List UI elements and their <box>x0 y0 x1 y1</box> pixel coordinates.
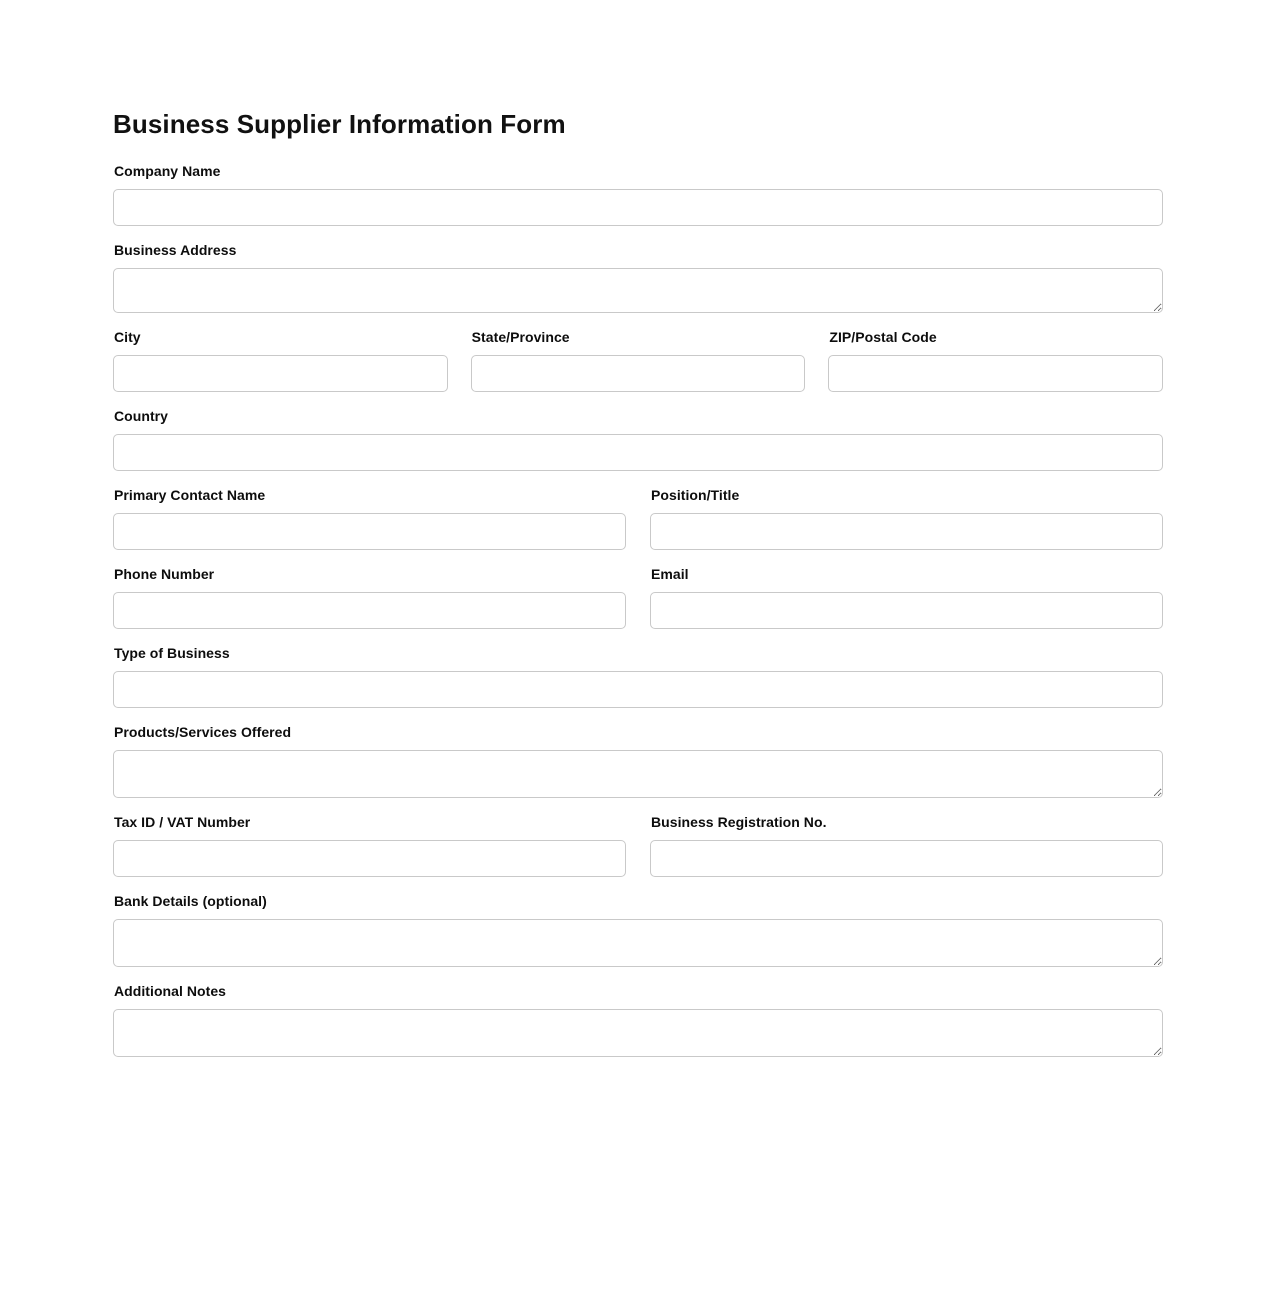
city-input[interactable] <box>113 355 448 392</box>
form-row-products-services <box>113 723 1163 813</box>
primary-contact-name-input[interactable] <box>113 513 626 550</box>
field-group-company-name <box>113 162 1163 226</box>
zip-postal-code-input[interactable] <box>828 355 1163 392</box>
form-row-business-address <box>113 241 1163 328</box>
field-group-country <box>113 407 1163 471</box>
field-group-type-of-business <box>113 644 1163 708</box>
field-group-position-title <box>650 486 1163 550</box>
field-group-phone-number <box>113 565 626 629</box>
label-state-province: State/Province <box>471 328 570 345</box>
label-zip-postal-code: ZIP/Postal Code <box>829 328 937 345</box>
form-row-phone-email <box>113 565 1163 644</box>
position-title-input[interactable] <box>650 513 1163 550</box>
type-of-business-input[interactable] <box>113 671 1163 708</box>
tax-id-vat-number-input[interactable] <box>113 840 626 877</box>
form-row-city-state-zip <box>113 328 1163 407</box>
field-group-tax-id-vat-number <box>113 813 626 877</box>
field-group-products-services <box>113 723 1163 798</box>
field-group-zip-postal-code <box>828 328 1163 392</box>
label-company-name: Company Name <box>114 162 221 179</box>
company-name-input[interactable] <box>113 189 1163 226</box>
label-additional-notes: Additional Notes <box>114 982 227 999</box>
page-title: Business Supplier Information Form <box>113 109 566 139</box>
field-group-primary-contact-name <box>113 486 626 550</box>
form-row-tax-registration <box>113 813 1163 892</box>
field-group-city <box>113 328 448 392</box>
state-province-input[interactable] <box>471 355 806 392</box>
label-email: Email <box>651 565 689 582</box>
form-row-contact-position <box>113 486 1163 565</box>
products-services-textarea[interactable] <box>113 750 1163 798</box>
field-group-business-registration-no <box>650 813 1163 877</box>
country-input[interactable] <box>113 434 1163 471</box>
label-city: City <box>114 328 141 345</box>
supplier-information-form <box>113 162 1163 1072</box>
label-type-of-business: Type of Business <box>114 644 230 661</box>
field-group-business-address <box>113 241 1163 313</box>
field-group-state-province <box>471 328 806 392</box>
label-business-registration-no: Business Registration No. <box>651 813 827 830</box>
label-business-address: Business Address <box>114 241 237 258</box>
label-tax-id-vat-number: Tax ID / VAT Number <box>114 813 251 830</box>
label-phone-number: Phone Number <box>114 565 215 582</box>
additional-notes-textarea[interactable] <box>113 1009 1163 1057</box>
form-row-company-name <box>113 162 1163 241</box>
form-row-bank-details <box>113 892 1163 982</box>
label-country: Country <box>114 407 169 424</box>
business-address-textarea[interactable] <box>113 268 1163 313</box>
label-products-services-offered: Products/Services Offered <box>114 723 292 740</box>
label-position-title: Position/Title <box>651 486 740 503</box>
form-row-additional-notes <box>113 982 1163 1072</box>
field-group-additional-notes <box>113 982 1163 1057</box>
label-primary-contact-name: Primary Contact Name <box>114 486 266 503</box>
business-registration-no-input[interactable] <box>650 840 1163 877</box>
form-row-type-of-business <box>113 644 1163 723</box>
phone-number-input[interactable] <box>113 592 626 629</box>
field-group-bank-details <box>113 892 1163 967</box>
form-row-country <box>113 407 1163 486</box>
email-input[interactable] <box>650 592 1163 629</box>
field-group-email <box>650 565 1163 629</box>
label-bank-details: Bank Details (optional) <box>114 892 267 909</box>
bank-details-textarea[interactable] <box>113 919 1163 967</box>
